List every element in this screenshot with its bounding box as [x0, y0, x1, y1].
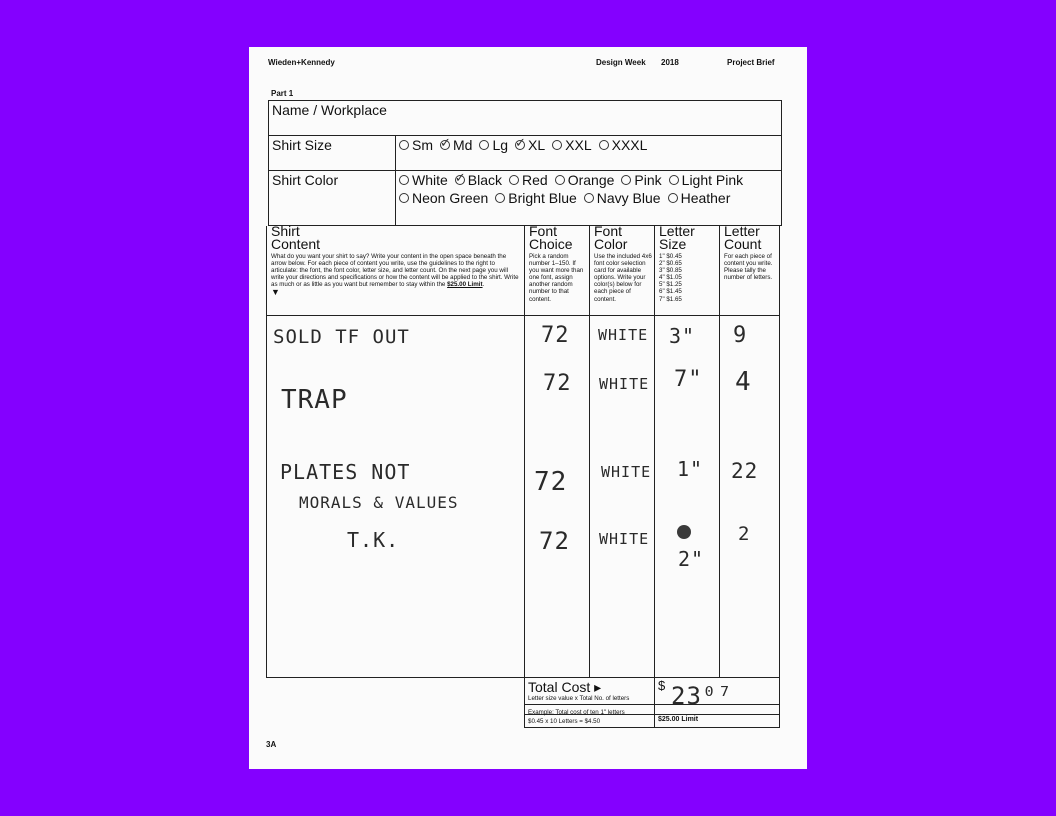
radio-icon[interactable] — [479, 140, 489, 150]
total-formula: Letter size value x Total No. of letters — [528, 695, 630, 702]
color-option-label: Neon Green — [412, 190, 489, 206]
size-option-lg[interactable] — [479, 137, 508, 153]
entry-1-color: WHITE — [598, 326, 649, 344]
letter-size-header: Letter Size 1" $0.45 2" $0.65 3" $0.85 4" $1.05 5" $1.25 6" $1.45 7" $1.65 — [659, 225, 717, 303]
letter-count-header: Letter Count For each piece of content you write. Please tally the number of letters. — [724, 223, 773, 282]
price-item: 4" $1.05 — [659, 274, 682, 282]
shirt-size-options — [399, 137, 654, 155]
entry-2-content: TRAP — [281, 385, 348, 415]
event-year: 2018 — [661, 58, 679, 67]
color-option-label: Black — [467, 172, 503, 188]
color-option-neon-green[interactable] — [399, 190, 488, 206]
entry-2-count: 4 — [735, 367, 752, 397]
radio-icon[interactable] — [599, 140, 609, 150]
down-arrow-icon: ▼ — [271, 287, 280, 298]
price-item: 2" $0.65 — [659, 260, 682, 268]
radio-icon[interactable] — [515, 140, 525, 150]
color-option-label: White — [412, 172, 448, 188]
entry-1-font: 72 — [541, 323, 570, 348]
price-item: 6" $1.45 — [659, 288, 682, 296]
name-label: Name / Workplace — [272, 102, 387, 118]
scribble-mark — [677, 525, 691, 539]
entry-3-size: 1" — [677, 457, 704, 481]
radio-icon[interactable] — [669, 175, 679, 185]
price-item: 7" $1.65 — [659, 295, 682, 303]
entry-4-size: 2" — [678, 547, 705, 571]
size-option-label: Lg — [492, 137, 509, 153]
size-option-label: Sm — [412, 137, 433, 153]
radio-icon[interactable] — [668, 193, 678, 203]
size-option-sm[interactable] — [399, 137, 433, 153]
color-option-label: Red — [522, 172, 548, 188]
entry-4-content: T.K. — [347, 528, 400, 552]
color-option-light-pink[interactable] — [669, 172, 743, 188]
shirt-color-options-row2 — [399, 190, 737, 208]
radio-icon[interactable] — [440, 140, 450, 150]
shirt-size-label: Shirt Size — [272, 137, 332, 153]
color-option-label: Light Pink — [681, 172, 744, 188]
entry-2-color: WHITE — [599, 375, 650, 393]
color-option-label: Orange — [567, 172, 615, 188]
total-example-line1: Example: Total cost of ten 1" letters — [528, 709, 625, 716]
shirt-color-options-row1 — [399, 172, 750, 190]
letter-size-prices — [659, 253, 717, 303]
entry-4-color: WHITE — [599, 530, 650, 548]
radio-icon[interactable] — [509, 175, 519, 185]
radio-icon[interactable] — [621, 175, 631, 185]
radio-icon[interactable] — [455, 175, 465, 185]
color-option-black[interactable] — [455, 172, 502, 188]
entry-3-content-line2: MORALS & VALUES — [299, 493, 459, 512]
page-number: 3A — [266, 740, 277, 749]
radio-icon[interactable] — [495, 193, 505, 203]
size-option-md[interactable] — [440, 137, 472, 153]
color-option-label: Bright Blue — [508, 190, 577, 206]
total-amount: 23⁰⁷ — [671, 682, 733, 710]
font-choice-header: Font Choice Pick a random number 1–150. If you want more than one font, assign another random number to that content. — [529, 223, 584, 303]
entry-1-content: SOLD TF OUT — [273, 326, 410, 348]
color-option-label: Pink — [634, 172, 662, 188]
event-name: Design Week — [596, 58, 646, 67]
total-cost-label: Total Cost ▸ — [528, 679, 602, 695]
currency-symbol: $ — [658, 678, 666, 693]
radio-icon[interactable] — [552, 140, 562, 150]
font-color-header: Font Color Use the included 4x6 font color selection card for available options. Write your color(s) below for each piece of content. — [594, 223, 652, 303]
radio-icon[interactable] — [399, 193, 409, 203]
price-item: 3" $0.85 — [659, 267, 682, 275]
total-limit: $25.00 Limit — [658, 716, 699, 723]
shirt-content-header: Shirt Content What do you want your shirt to say? Write your content in the open space beneath the arrow below. For each piece of content you write, use the guidelines to the right to articulate: the font, the font color, letter size, and letter count. On the next page you will write your directions and specifications or how the content will be applied to the shirt. Write as much or as little as you want but remember to stay within the $25.00 Limit. ▼ — [271, 225, 521, 297]
color-option-pink[interactable] — [621, 172, 661, 188]
color-option-bright-blue[interactable] — [495, 190, 576, 206]
part-label: Part 1 — [271, 89, 294, 98]
size-option-label: XXL — [565, 137, 592, 153]
entry-4-font: 72 — [539, 527, 570, 555]
entry-1-size: 3" — [669, 324, 696, 348]
radio-icon[interactable] — [555, 175, 565, 185]
size-option-xxl[interactable] — [552, 137, 591, 153]
name-field[interactable] — [396, 101, 781, 135]
total-example-line2: $0.45 x 10 Letters = $4.50 — [528, 718, 601, 725]
price-item: 5" $1.25 — [659, 281, 682, 289]
project-brief-page — [249, 47, 807, 769]
color-option-navy-blue[interactable] — [584, 190, 661, 206]
doc-type: Project Brief — [727, 58, 775, 67]
color-option-red[interactable] — [509, 172, 548, 188]
entry-3-font: 72 — [534, 467, 568, 497]
entry-3-content: PLATES NOT — [280, 460, 411, 484]
brand-name: Wieden+Kennedy — [268, 58, 335, 67]
entry-1-count: 9 — [733, 323, 748, 348]
size-option-xxxl[interactable] — [599, 137, 648, 153]
entry-3-count: 22 — [731, 459, 759, 483]
size-option-xl[interactable] — [515, 137, 545, 153]
price-item: 1" $0.45 — [659, 253, 682, 260]
shirt-color-label: Shirt Color — [272, 172, 339, 188]
entry-3-color: WHITE — [601, 463, 652, 481]
color-option-label: Heather — [680, 190, 731, 206]
size-option-label: XL — [528, 137, 546, 153]
entry-4-count: 2 — [738, 523, 751, 545]
color-option-orange[interactable] — [555, 172, 615, 188]
radio-icon[interactable] — [399, 175, 409, 185]
radio-icon[interactable] — [584, 193, 594, 203]
size-option-label: Md — [453, 137, 473, 153]
radio-icon[interactable] — [399, 140, 409, 150]
entry-2-size: 7" — [674, 367, 703, 392]
entry-2-font: 72 — [543, 371, 572, 396]
color-option-white[interactable] — [399, 172, 448, 188]
color-option-label: Navy Blue — [596, 190, 661, 206]
size-option-label: XXXL — [611, 137, 648, 153]
color-option-heather[interactable] — [668, 190, 731, 206]
